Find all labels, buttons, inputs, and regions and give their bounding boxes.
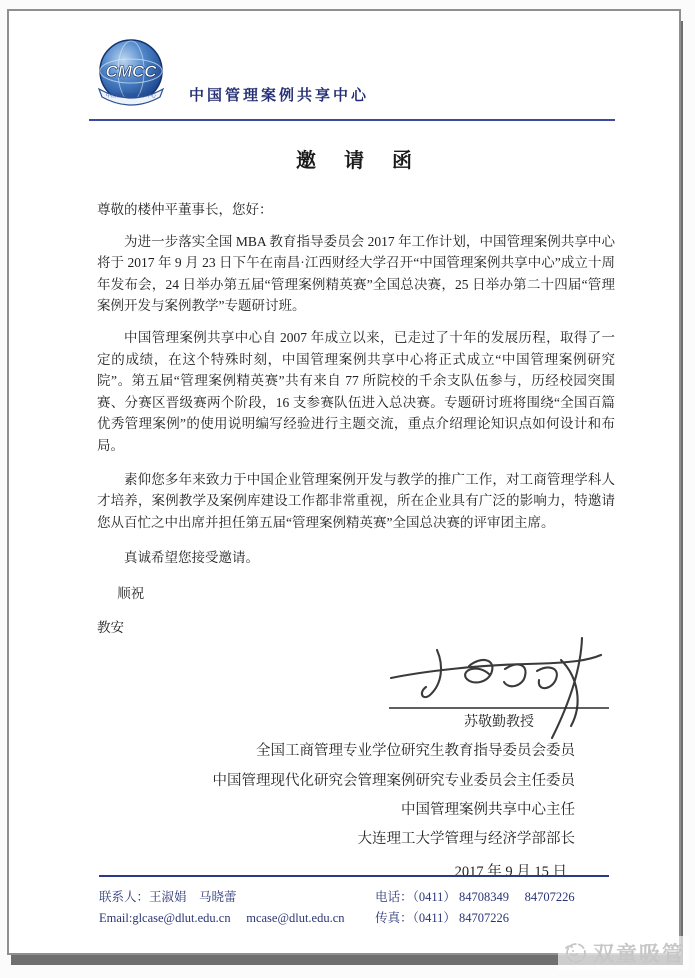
shuangtong-watermark-icon: [562, 940, 588, 966]
footer-left-column: [99, 884, 375, 929]
signer-title-2: 中国管理现代化研究会管理案例研究专业委员会主任委员: [212, 772, 575, 789]
signature-area: [97, 634, 613, 734]
paragraph-3: 素仰您多年来致力于中国企业管理案例开发与教学的推广工作，对工商管理学科人才培养，案例教学及案例库建设工作都非常重视，所在企业具有广泛的影响力，特邀请您从百忙之中出席并担任第五届“管理案例精英赛”全国总决赛的评审团主席。: [97, 471, 615, 530]
paragraph-1: 为进一步落实全国 MBA 教育指导委员会 2017 年工作计划，中国管理案例共享中心将于 2017 年 9 月 23 日下午在南昌·江西财经大学召开“中国管理案例共享中心”成立十周年发布会，24 日举办第五届“管理案例精英赛”全国总决赛，25 日举办第二十四届“管理案例开发与案例教学”专题研讨班。: [97, 233, 615, 314]
paragraph-2: 中国管理案例共享中心自 2007 年成立以来，已走过了十年的发展历程，取得了一定的成绩，在这个特殊时刻，中国管理案例共享中心将正式成立“中国管理案例研究院”。第五届“管理案例精英赛”共有来自 77 所院校的千余支队伍参与，历经校园突围赛、分赛区晋级赛两个阶段，16 支参赛队伍进入总决赛。专题研讨班将围绕“全国百篇优秀管理案例”的使用说明编写经验进行主题交流，重点介绍理论知识点如何设计和布局。: [97, 329, 615, 453]
org-name: 中国管理案例共享中心: [189, 88, 370, 104]
signer-title-4: 大连理工大学管理与经济学部部长: [357, 831, 575, 848]
letter-page: [7, 9, 681, 955]
letter-date: 2017 年 9 月 15 日: [454, 864, 567, 881]
letter-title: 邀 请 函: [296, 150, 416, 172]
letter-body: [9, 145, 679, 884]
contact-emails: Email:glcase@dlut.edu.cn mcase@dlut.edu.cn: [99, 911, 345, 925]
letter-footer: [99, 875, 609, 929]
signer-title-1: 全国工商管理专业学位研究生教育指导委员会委员: [256, 743, 575, 760]
signer-titles-block: [97, 740, 615, 884]
watermark-brand-text: 双童吸管: [593, 943, 685, 966]
contact-phone: 电话：（0411） 84708349 84707226: [375, 890, 575, 904]
letterhead-row: [89, 37, 615, 117]
wish-prefix: 顺祝: [117, 585, 145, 601]
salutation: 尊敬的楼仲平董事长，您好：: [97, 202, 273, 217]
signer-name: 苏敬勤教授: [464, 715, 534, 731]
contact-persons: 联系人：王淑娟 马晓蕾: [99, 890, 237, 904]
wish-word: 教安: [97, 619, 124, 635]
contact-fax: 传真：（0411） 84707226: [375, 911, 509, 925]
letterhead: [9, 11, 679, 121]
footer-rule: [99, 875, 609, 877]
letterhead-rule: [89, 119, 615, 121]
svg-text:CMCC: CMCC: [105, 62, 157, 81]
signer-title-3: 中国管理案例共享中心主任: [401, 801, 575, 818]
closing-sentence: 真诚希望您接受邀请。: [124, 550, 259, 566]
footer-right-column: [375, 884, 609, 929]
watermark: [558, 936, 689, 970]
svg-text:中国管理案例共享中心: 中国管理案例共享中心: [105, 93, 157, 99]
cmcc-globe-logo-icon: [89, 37, 173, 117]
signature-box: [385, 634, 613, 734]
footer-contact-grid: [99, 884, 609, 929]
